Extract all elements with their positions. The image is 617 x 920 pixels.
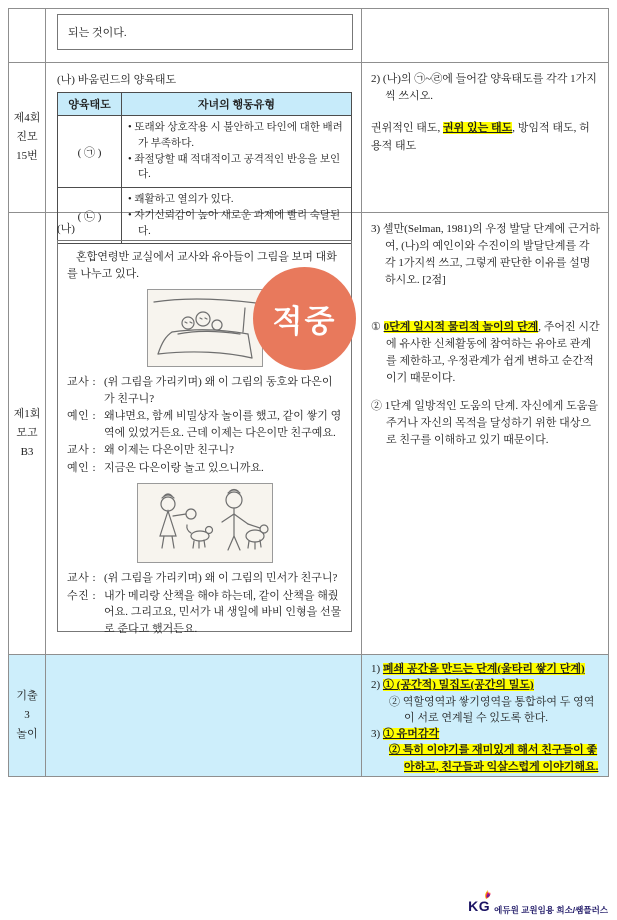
question-3-text: 3) 셀만(Selman, 1981)의 우정 발달 단계에 근거하여, (나)의 예인이와 수진이의 발달단계를 각각 1가지씩 쓰고, 그렇게 판단한 이유를 설명하시오. [2점] (371, 223, 600, 287)
behavior-item: • 쾌활하고 열의가 있다. (128, 192, 345, 208)
label-line: 제1회 (13, 408, 41, 421)
dialogue-line (67, 442, 342, 459)
answer-3 (371, 319, 600, 449)
dialogue-line (67, 570, 342, 587)
behavior-item: • 자기신뢰감이 높아 새로운 과제에 빨리 숙달된다. (128, 208, 345, 240)
answer-2 (371, 120, 600, 155)
gichul-answer-1 (371, 661, 600, 677)
gichul-answers-cell (362, 655, 608, 776)
behavior-item: • 또래와 상호작용 시 불안하고 타인에 대한 배려가 부족하다. (128, 120, 345, 152)
speaker: 예인 : (67, 461, 97, 474)
label-line: 15번 (16, 149, 38, 162)
label-line: B3 (20, 445, 34, 458)
carryover-box (57, 14, 353, 50)
child-drawing-2 (137, 483, 273, 563)
utterance: 지금은 다은이랑 놀고 있으니까요. (104, 461, 264, 474)
label-line: 3 (24, 709, 30, 722)
answer-3-highlight: 0단계 일시적 물리적 놀이의 단계 (383, 321, 539, 334)
gichul-answer-3-sub (371, 742, 600, 775)
kg-logo (468, 898, 490, 916)
row-label-jinmo15 (9, 63, 46, 212)
label-cell-empty (9, 9, 46, 62)
answer-2-post: , 방임적 태도, 허용적 태도 (371, 122, 590, 152)
speaker: 교사 : (67, 376, 97, 388)
answer-2-highlight: 권위 있는 태도 (443, 122, 513, 135)
table-header-row (58, 93, 351, 115)
answer-number: 1) (371, 663, 381, 675)
right-cell-empty (362, 9, 608, 62)
answer-3-item-2-text: 1단계 일방적인 도움의 단계. 자신에게 도움을 주거나 자신의 목적을 달성하기 위한 대상으로 친구를 이해하고 있기 때문이다. (384, 400, 599, 447)
label-line: 기출 (16, 690, 38, 703)
behavior-list (122, 116, 351, 187)
row-label-mogo-b3 (9, 213, 46, 654)
circled-number: ① (371, 321, 381, 334)
speaker: 수진 : (67, 589, 97, 602)
utterance: 왜 이제는 다은이만 친구니? (104, 444, 235, 456)
kg-flame-icon (480, 887, 493, 900)
question-2-text: 2) (나)의 ㉠~㉣에 들어갈 양육태도를 각각 1가지씩 쓰시오. (371, 73, 597, 103)
question-2-cell (362, 63, 608, 212)
dialogue-line (67, 588, 342, 638)
circled-number: ② (371, 400, 382, 413)
gichul-answer-2-sub: ② 역할영역과 쌓기영역을 통합하여 두 영역이 서로 연계될 수 있도록 한다. (389, 695, 595, 724)
dialogue-cell (46, 213, 362, 654)
child-drawing-1 (147, 289, 263, 367)
behavior-item: • 좌절당할 때 적대적이고 공격적인 반응을 보인다. (128, 152, 345, 184)
row-carryover (9, 9, 608, 62)
utterance: 왜냐면요, 함께 비밀상자 놀이를 했고, 같이 쌓기 영역에 있었거든요. 근데 이제는 다은이만 친구예요. (104, 410, 342, 439)
attitude-blank-2: ( ㉡ ) (58, 188, 122, 243)
answer-number: 3) (371, 728, 381, 741)
header-behavior: 자녀의 행동유형 (197, 99, 276, 111)
answer-3-item-1 (371, 319, 600, 387)
utterance: (위 그림을 가리키며) 왜 이 그림의 민서가 친구니? (104, 572, 338, 584)
section-title: (나) 바움린드의 양육태도 (57, 74, 177, 86)
row-question-15 (9, 62, 608, 237)
kg-logo-text: KG (468, 898, 491, 914)
speaker: 교사 : (67, 572, 97, 584)
parenting-table-cell (46, 63, 362, 237)
gichul-answer-3 (371, 726, 600, 742)
row-label-gichul-3 (9, 655, 46, 776)
table-row (58, 115, 351, 187)
dialogue-line (67, 408, 342, 441)
dialogue-line (67, 460, 342, 477)
answer-3-rest: , 주어진 시간에 유사한 신체활동에 참여하는 유아로 관계를 제한하고, 우정관계가 쉽게 변하고 순간적이기 때문이다. (386, 321, 600, 385)
jackjoong-hit-badge: 적중 (253, 267, 356, 370)
gichul-answer-2 (371, 677, 600, 693)
utterance: (위 그림을 가리키며) 왜 이 그림의 동호와 다은이가 친구니? (104, 376, 333, 405)
label-line: 놀이 (16, 727, 38, 740)
carryover-cell (46, 9, 362, 62)
speaker: 예인 : (67, 410, 97, 422)
attitude-blank-1: ( ㉠ ) (58, 116, 122, 187)
carryover-text: 되는 것이다. (68, 27, 127, 39)
answer-highlight: 폐쇄 공간을 만드는 단계(울타리 쌓기 단계) (382, 663, 585, 675)
answer-highlight: ① 유머감각 (382, 728, 440, 741)
scene-description: 혼합연령반 교실에서 교사와 유아들이 그림을 보며 대화를 나누고 있다. (67, 251, 337, 280)
dialogue-line (67, 374, 342, 407)
gichul-mid-empty (46, 655, 362, 776)
utterance: 내가 메리랑 산책을 해야 하는데, 같이 산책을 해줬어요. 그리고요, 민서가 내 생일에 바비 인형을 선물로 준다고 했거든요. (104, 589, 342, 635)
row-question-b3 (9, 212, 608, 654)
speaker: 교사 : (67, 444, 97, 456)
answer-highlight: ① (공간적) 밀집도(공간의 밀도) (382, 679, 534, 692)
label-line: 진모 (16, 131, 38, 144)
label-line: 모고 (16, 427, 38, 440)
question-3-cell (362, 213, 608, 654)
exam-answer-sheet (8, 8, 609, 777)
publisher-logo (468, 898, 608, 916)
answer-2-pre: 권위적인 태도, (371, 122, 444, 135)
answer-3-item-2 (371, 398, 600, 449)
answer-number: 2) (371, 679, 381, 692)
brand-text: 에듀원 교원임용 희소/쌤플러스 (494, 904, 608, 915)
passage-tag: (나) (57, 223, 75, 235)
header-attitude: 양육태도 (58, 93, 122, 115)
label-line: 제4회 (13, 112, 41, 125)
row-gichul-play (9, 654, 608, 776)
answer-highlight: ② 특히 이야기를 재미있게 해서 친구들이 좋아하고, 친구들과 익살스럽게 이야기해요. (389, 744, 599, 773)
